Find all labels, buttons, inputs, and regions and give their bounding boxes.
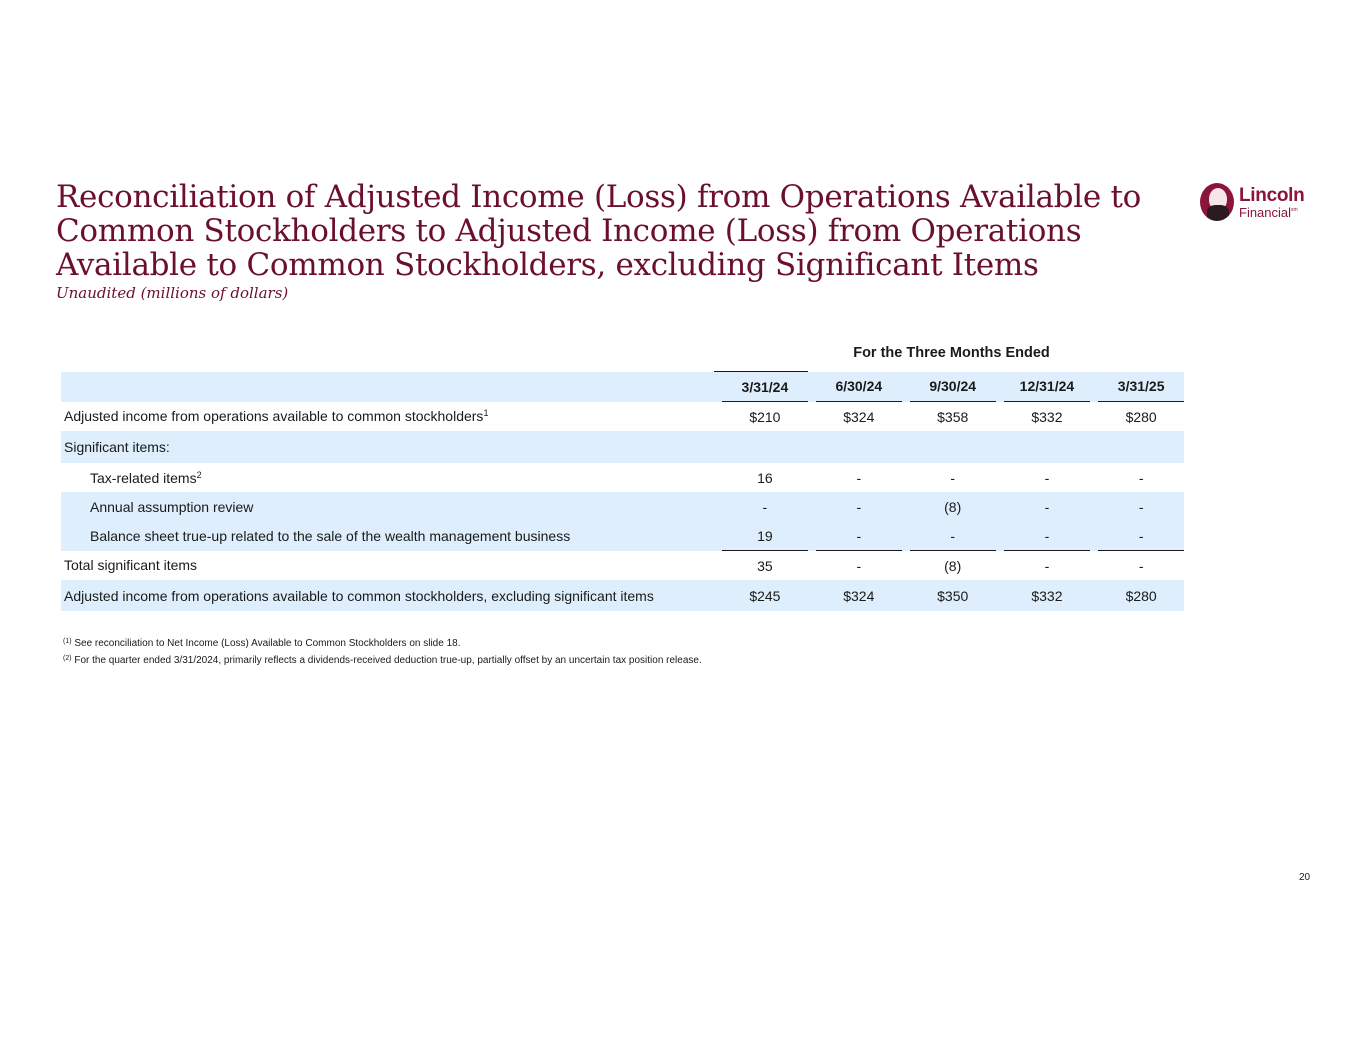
column-header: 9/30/24 (910, 372, 996, 402)
row-label: Tax-related items$^2$ (90, 469, 202, 486)
cell-value: - (856, 557, 862, 574)
cell-value: - (1044, 557, 1050, 574)
column-header: 12/31/24 (1004, 372, 1090, 402)
cell-value: $324 (843, 408, 875, 425)
row-label: Adjusted income from operations available to common stockholders, excluding significant items (64, 587, 654, 604)
table-row (61, 431, 1184, 463)
cell-value: - (1138, 498, 1144, 515)
table-row (61, 580, 1184, 611)
table-header-row (61, 372, 1184, 402)
page-number: 20 (1299, 872, 1311, 883)
cell-value: (8) (944, 498, 962, 515)
logo-text (1239, 186, 1304, 219)
cell-value: - (1044, 498, 1050, 515)
cell-value: $245 (749, 587, 781, 604)
cell-value: - (856, 498, 862, 515)
logo-line-1: Lincoln (1239, 184, 1305, 206)
cell-value: $324 (843, 587, 875, 604)
cell-value: $350 (937, 587, 969, 604)
header-label-cell (61, 372, 714, 402)
cell-value: - (910, 521, 996, 551)
lincoln-financial-logo (1200, 182, 1315, 222)
table-row (61, 402, 1184, 432)
cell-value: $280 (1125, 587, 1157, 604)
page-subtitle: Unaudited (millions of dollars) (56, 284, 289, 302)
column-header: 3/31/24 (722, 372, 808, 402)
period-header: For the Three Months Ended (853, 345, 1050, 361)
cell-value: $358 (937, 408, 969, 425)
page-title: Reconciliation of Adjusted Income (Loss) from Operations Available to Common Stockholders to Adjusted Income (Loss) from Operations Available to Common Stockholders, excluding Significant Items (56, 179, 1141, 283)
cell-value: - (762, 498, 768, 515)
cell-value: - (1044, 469, 1050, 486)
cell-value: $332 (1031, 587, 1063, 604)
cell-value: - (816, 521, 902, 551)
row-label: Annual assumption review (90, 498, 254, 515)
column-header: 6/30/24 (816, 372, 902, 402)
reconciliation-table (61, 371, 1184, 611)
logo-line-2 (1239, 206, 1304, 219)
cell-value: $332 (1031, 408, 1063, 425)
cell-value: - (1138, 469, 1144, 486)
cell-value: 19 (722, 521, 808, 551)
cell-value: - (950, 469, 956, 486)
cell-value: $280 (1125, 408, 1157, 425)
logo-line-2-text: Financial (1239, 204, 1292, 220)
table-row (61, 551, 1184, 581)
column-header: 3/31/25 (1098, 372, 1184, 402)
cell-value: 16 (757, 469, 773, 486)
cell-value: (8) (944, 557, 962, 574)
cell-value: - (1098, 521, 1184, 551)
footnotes (63, 634, 702, 668)
footnote: $^{(2)}$ For the quarter ended 3/31/2024, primarily reflects a dividends-received deduction true-up, partially offset by an uncertain tax position release. (63, 655, 702, 666)
row-label: Balance sheet true-up related to the sale of the wealth management business (90, 527, 571, 544)
cell-value: - (856, 469, 862, 486)
cell-value: - (1004, 521, 1090, 551)
row-label: Total significant items (64, 557, 198, 574)
table-row (61, 521, 1184, 551)
cell-value: - (1138, 557, 1144, 574)
cell-value: 35 (757, 557, 773, 574)
cell-value: $210 (749, 408, 781, 425)
row-label: Adjusted income from operations available to common stockholders$^1$ (64, 408, 489, 425)
row-label: Significant items: (64, 439, 170, 455)
footnote: $^{(1)}$ See reconciliation to Net Income (Loss) Available to Common Stockholders on slide 18. (63, 638, 461, 649)
table-row (61, 492, 1184, 521)
lincoln-portrait-icon (1200, 183, 1234, 221)
table-row (61, 463, 1184, 492)
logo-service-mark: sm (1291, 206, 1298, 213)
